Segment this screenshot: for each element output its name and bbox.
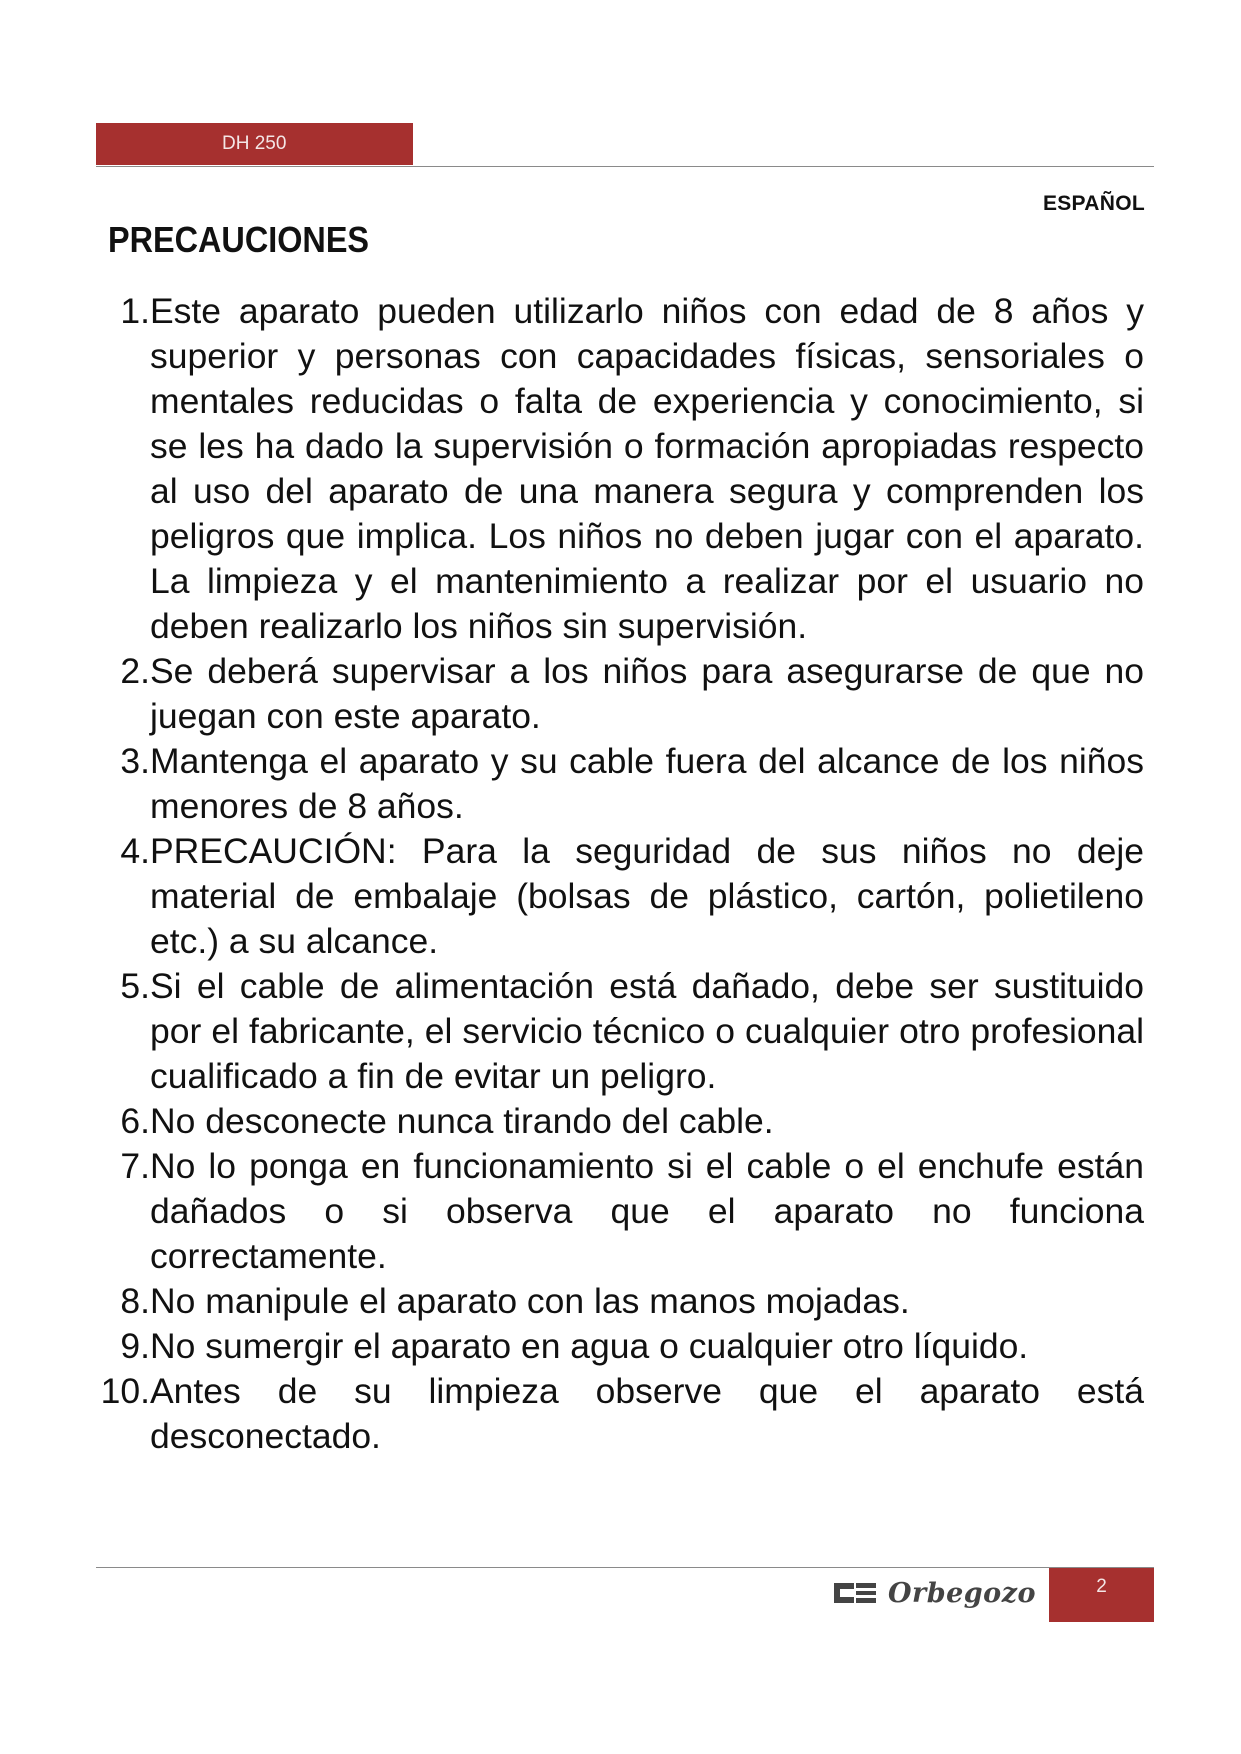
item-number: 1. [120,291,150,331]
list-item [90,649,1144,739]
brand-mark-icon [834,1581,878,1605]
footer-divider [96,1567,1154,1568]
header-divider [96,166,1154,167]
item-text: Si el cable de alimentación está dañado, debe ser sustituido por el fabricante, el servicio técnico o cualquier otro profesional cualificado a fin de evitar un peligro. [150,966,1144,1096]
item-text: No manipule el aparato con las manos mojadas. [150,1281,910,1321]
item-text: PRECAUCIÓN: Para la seguridad de sus niños no deje material de embalaje (bolsas de plástico, cartón, polietileno etc.) a su alcance. [150,831,1144,961]
list-item [90,1144,1144,1279]
item-number: 10. [100,1371,150,1411]
brand-logo [834,1572,1050,1614]
brand-name: Orbegozo [888,1577,1037,1609]
list-item [90,829,1144,964]
item-number: 8. [120,1281,150,1321]
item-number: 4. [120,831,150,871]
page-number: 2 [1096,1576,1107,1597]
item-text: Mantenga el aparato y su cable fuera del alcance de los niños menores de 8 años. [150,741,1144,826]
item-text: No lo ponga en funcionamiento si el cable o el enchufe están dañados o si observa que el aparato no funciona correctamente. [150,1146,1144,1276]
item-text: Se deberá supervisar a los niños para asegurarse de que no juegan con este aparato. [150,651,1144,736]
item-number: 2. [120,651,150,691]
list-item [90,1369,1144,1459]
item-number: 3. [120,741,150,781]
item-number: 9. [120,1326,150,1366]
list-item [90,289,1144,649]
precautions-list [90,289,1144,1459]
model-label: DH 250 [222,133,287,154]
item-text: No desconecte nunca tirando del cable. [150,1101,774,1141]
list-item [90,964,1144,1099]
section-title: PRECAUCIONES [108,219,370,260]
list-item [90,1099,1144,1144]
item-text: No sumergir el aparato en agua o cualquier otro líquido. [150,1326,1029,1366]
list-item [90,1279,1144,1324]
item-number: 5. [120,966,150,1006]
model-tab [96,123,413,165]
page-number-box [1049,1568,1154,1622]
item-number: 6. [120,1101,150,1141]
item-number: 7. [120,1146,150,1186]
list-item [90,739,1144,829]
list-item [90,1324,1144,1369]
item-text: Antes de su limpieza observe que el aparato está desconectado. [150,1371,1144,1456]
item-text: Este aparato pueden utilizarlo niños con edad de 8 años y superior y personas con capacidades físicas, sensoriales o mentales reducidas o falta de experiencia y conocimiento, si se les ha dado la supervisión o formación apropiadas respecto al uso del aparato de una manera segura y comprenden los peligros que implica. Los niños no deben jugar con el aparato. La limpieza y el mantenimiento a realizar por el usuario no deben realizarlo los niños sin supervisión. [150,291,1144,646]
language-label: ESPAÑOL [1042,192,1145,215]
